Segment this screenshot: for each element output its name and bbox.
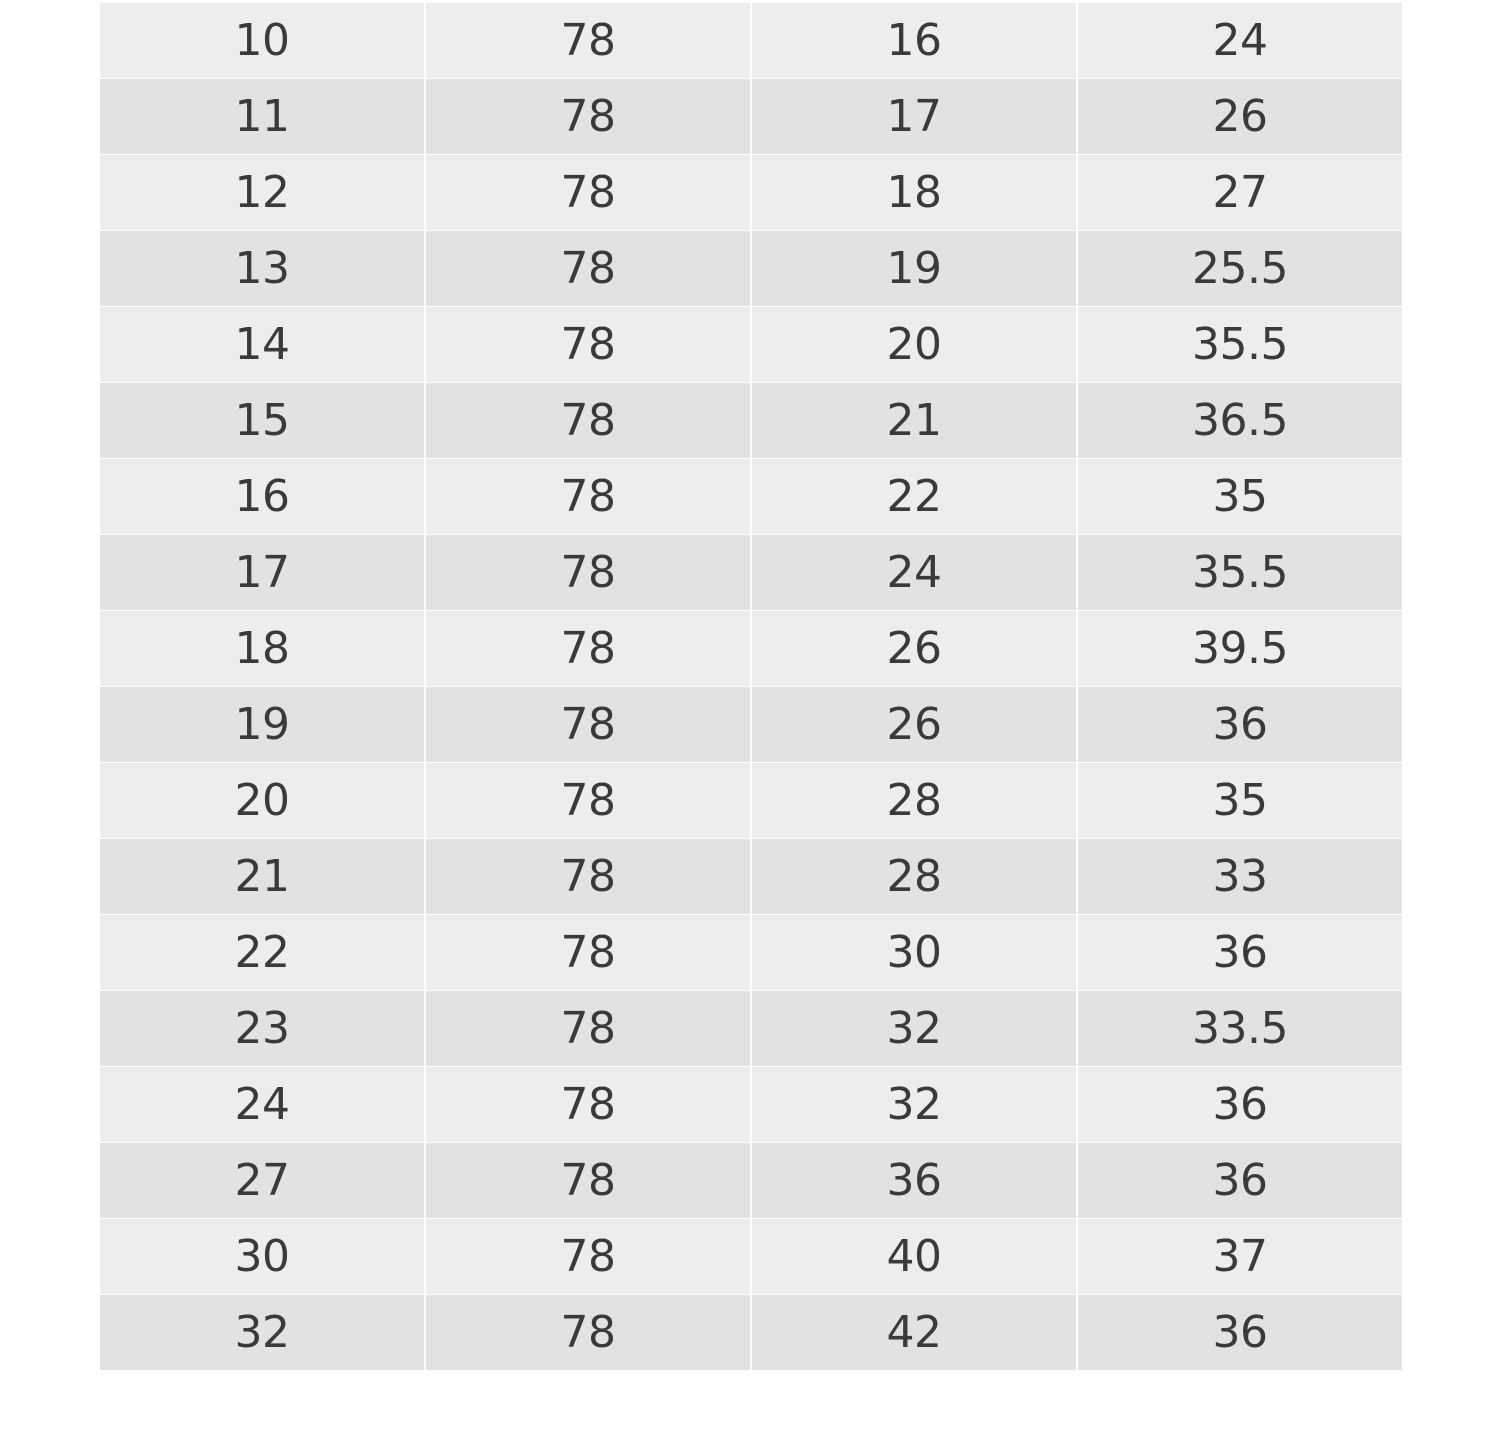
table-cell: 27 [1076,155,1402,230]
table-cell: 28 [750,839,1076,914]
table-row [100,79,1402,155]
table-cell: 32 [750,991,1076,1066]
size-table [100,0,1402,1368]
table-cell: 28 [750,763,1076,838]
table-cell: 16 [750,3,1076,78]
table-cell: 36 [1076,1067,1402,1142]
table-cell: 39.5 [1076,611,1402,686]
table-cell: 33 [1076,839,1402,914]
table-row [100,915,1402,991]
table-cell: 30 [750,915,1076,990]
table-row [100,307,1402,383]
table-row [100,0,1402,79]
table-cell: 21 [750,383,1076,458]
table-cell: 78 [424,1295,750,1370]
table-row [100,687,1402,763]
table-cell: 10 [234,15,290,66]
table-row [100,1143,1402,1219]
table-cell: 36 [1076,687,1402,762]
table-cell: 42 [750,1295,1076,1370]
table-cell: 12 [234,167,290,218]
table-cell: 78 [424,839,750,914]
table-cell: 19 [750,231,1076,306]
table-cell: 22 [750,459,1076,534]
table-cell: 78 [424,1067,750,1142]
table-cell: 20 [750,307,1076,382]
table-cell: 78 [424,535,750,610]
table-cell: 22 [234,927,290,978]
table-cell: 35.5 [1076,307,1402,382]
table-cell: 78 [424,231,750,306]
table-cell: 78 [424,3,750,78]
table-cell: 40 [750,1219,1076,1294]
table-cell: 26 [750,611,1076,686]
table-cell: 20 [234,775,290,826]
table-cell: 36 [1076,1143,1402,1218]
table-row [100,1219,1402,1295]
table-cell: 78 [424,915,750,990]
table-cell: 26 [750,687,1076,762]
table-row [100,535,1402,611]
table-cell: 33.5 [1076,991,1402,1066]
table-cell: 36 [750,1143,1076,1218]
table-row [100,1295,1402,1371]
table-cell: 78 [424,307,750,382]
table-cell: 78 [424,1219,750,1294]
table-cell: 13 [234,243,290,294]
table-cell: 78 [424,611,750,686]
table-cell: 14 [234,319,290,370]
table-row [100,231,1402,307]
table-row [100,155,1402,231]
table-cell: 11 [234,91,290,142]
table-cell: 24 [1076,3,1402,78]
table-cell: 17 [234,547,290,598]
table-cell: 78 [424,459,750,534]
table-row [100,1067,1402,1143]
table-row [100,383,1402,459]
table-cell: 78 [424,991,750,1066]
table-cell: 78 [424,155,750,230]
table-cell: 18 [234,623,290,674]
table-cell: 24 [234,1079,290,1130]
table-row [100,839,1402,915]
table-cell: 78 [424,79,750,154]
table-cell: 32 [750,1067,1076,1142]
table-cell: 18 [750,155,1076,230]
table-cell: 78 [424,687,750,762]
table-cell: 36 [1076,915,1402,990]
table-cell: 36.5 [1076,383,1402,458]
table-cell: 78 [424,1143,750,1218]
table-row [100,611,1402,687]
table-cell: 78 [424,383,750,458]
table-cell: 37 [1076,1219,1402,1294]
table-cell: 32 [234,1307,290,1358]
table-cell: 35.5 [1076,535,1402,610]
table-cell: 35 [1076,763,1402,838]
table-cell: 78 [424,763,750,838]
table-row [100,991,1402,1067]
table-cell: 19 [234,699,290,750]
table-cell: 36 [1076,1295,1402,1370]
table-cell: 21 [234,851,290,902]
table-cell: 27 [234,1155,290,1206]
table-cell: 17 [750,79,1076,154]
table-cell: 16 [234,471,290,522]
table-cell: 23 [234,1003,290,1054]
table-cell: 15 [234,395,290,446]
table-cell: 26 [1076,79,1402,154]
table-row [100,763,1402,839]
table-row [100,459,1402,535]
table-cell: 25.5 [1076,231,1402,306]
table-cell: 35 [1076,459,1402,534]
table-cell: 24 [750,535,1076,610]
table-cell: 30 [234,1231,290,1282]
